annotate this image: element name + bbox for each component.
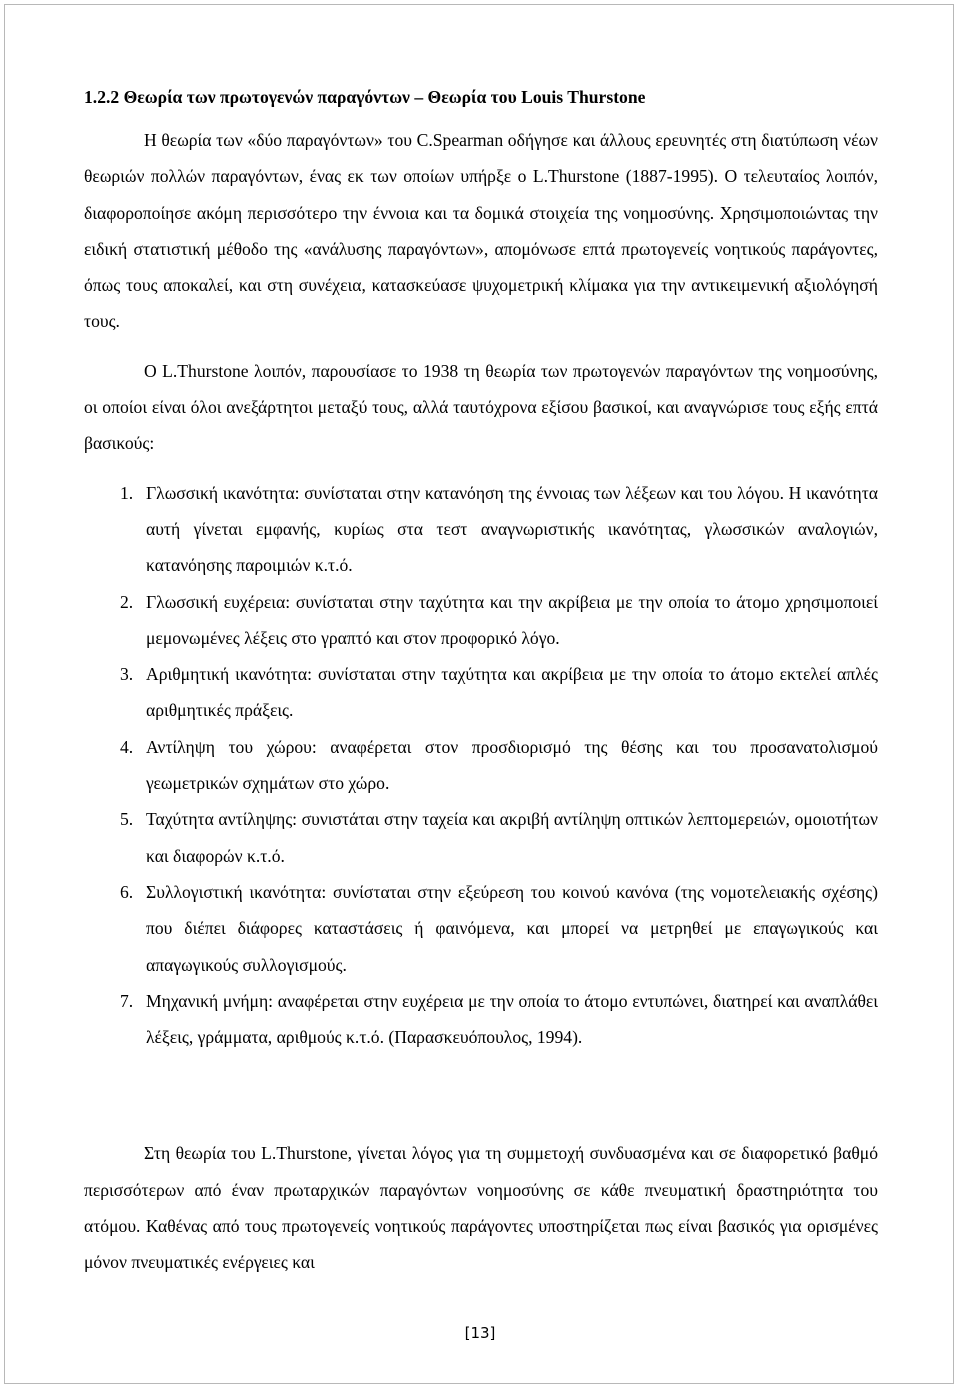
page-number: [13] <box>464 1324 496 1342</box>
list-item <box>84 584 878 657</box>
list-item-text: Αριθμητική ικανότητα: συνίσταται στην ταχύτητα και ακρίβεια με την οποία το άτομο εκτελεί απλές αριθμητικές πράξεις. <box>146 664 878 721</box>
list-item <box>84 801 878 874</box>
list-item <box>84 729 878 802</box>
section-heading: 1.2.2 Θεωρία των πρωτογενών παραγόντων – Θεωρία του Louis Thurstone <box>84 87 646 107</box>
list-item-number: 4. <box>120 736 134 757</box>
list-item-text: Συλλογιστική ικανότητα: συνίσταται στην εξεύρεση του κοινού κανόνα (της νομοτελειακής σχέσης) που διέπει διάφορες καταστάσεις ή φαινόμενα, και μπορεί να μετρηθεί με επαγωγικούς και απαγωγικούς συλλογισμούς. <box>146 881 878 975</box>
list-item-number: 2. <box>120 591 134 612</box>
blank-space <box>84 1055 878 1135</box>
paragraph-intro: Η θεωρία των «δύο παραγόντων» του C.Spearman οδήγησε και άλλους ερευνητές στη διατύπωση νέων θεωριών πολλών παραγόντων, ένας εκ των οποίων υπήρξε ο L.Thurstone (1887-1995). Ο τελευταίος λοιπόν, διαφοροποίησε ακόμη περισσότερο την έννοια και τα δομικά στοιχεία της νοημοσύνης. Χρησιμοποιώντας την ειδική στατιστική μέθοδο της «ανάλυσης παραγόντων», απομόνωσε επτά πρωτογενείς νοητικούς παράγοντες, όπως τους αποκαλεί, και στη συνέχεια, κατασκεύασε ψυχομετρική κλίμακα για την αντικειμενική αξιολόγησή τους. <box>84 130 878 332</box>
list-item <box>84 475 878 584</box>
list-item-number: 3. <box>120 664 134 685</box>
paragraph-thurstone-1938: Ο L.Thurstone λοιπόν, παρουσίασε το 1938 τη θεωρία των πρωτογενών παραγόντων της νοημοσύνης, οι οποίοι είναι όλοι ανεξάρτητοι μεταξύ τους, αλλά ταυτόχρονα εξίσου βασικοί, και αναγνώρισε τους εξής επτά βασικούς: <box>84 360 878 454</box>
paragraph-closing: Στη θεωρία του L.Thurstone, γίνεται λόγος για τη συμμετοχή συνδυασμένα και σε διαφορετικό βαθμό περισσότερων από έναν πρωταρχικών παραγόντων νοημοσύνης σε κάθε πνευματική δραστηριότητα του ατόμου. Καθένας από τους πρωτογενείς νοητικούς παράγοντες υποστηρίζεται πως είναι βασικός για ορισμένες μόνον πνευματικές ενέργειες και <box>84 1143 878 1273</box>
factors-list <box>84 475 878 1056</box>
list-item <box>84 656 878 729</box>
list-item <box>84 983 878 1056</box>
list-item-number: 6. <box>120 881 134 902</box>
list-item-text: Γλωσσική ικανότητα: συνίσταται στην κατανόηση της έννοιας των λέξεων και του λόγου. Η ικανότητα αυτή γίνεται εμφανής, κυρίως στα τεστ αναγνωριστικής ικανότητας, γλωσσικών αναλογιών, κατανόησης παροιμιών κ.τ.ό. <box>146 482 878 576</box>
list-item-text: Γλωσσική ευχέρεια: συνίσταται στην ταχύτητα και την ακρίβεια με την οποία το άτομο χρησιμοποιεί μεμονωμένες λέξεις στο γραπτό και στον προφορικό λόγο. <box>146 591 878 648</box>
document-body <box>84 80 878 1281</box>
list-item-number: 7. <box>120 990 134 1011</box>
list-item-number: 1. <box>120 482 134 503</box>
list-item-text: Αντίληψη του χώρου: αναφέρεται στον προσδιορισμό της θέσης και του προσανατολισμού γεωμετρικών σχημάτων στο χώρο. <box>146 736 878 794</box>
list-item-text: Ταχύτητα αντίληψης: συνιστάται στην ταχεία και ακριβή αντίληψη οπτικών λεπτομερειών, ομοιοτήτων και διαφορών κ.τ.ό. <box>146 809 878 866</box>
list-item-text: Μηχανική μνήμη: αναφέρεται στην ευχέρεια με την οποία το άτομο εντυπώνει, διατηρεί και αναπλάθει λέξεις, γράμματα, αριθμούς κ.τ.ό. (Παρασκευόπουλος, 1994). <box>146 990 878 1048</box>
list-item-number: 5. <box>120 809 134 830</box>
list-item <box>84 874 878 983</box>
